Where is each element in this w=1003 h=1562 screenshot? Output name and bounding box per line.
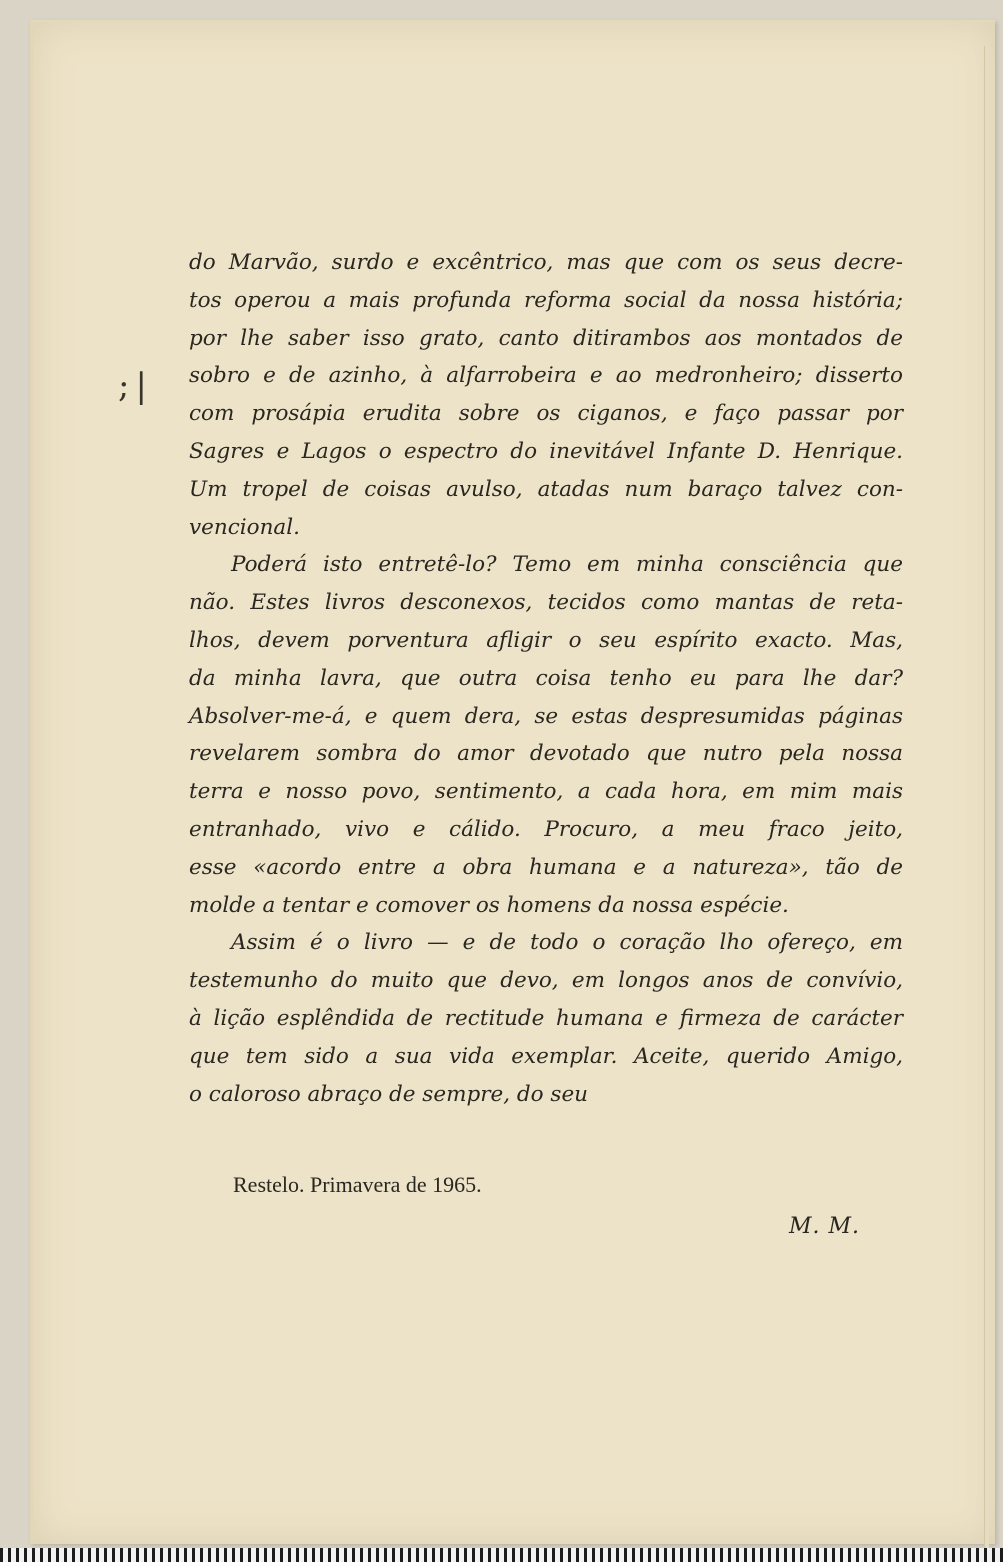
text-line: o caloroso abraço de sempre, do seu — [189, 1081, 589, 1107]
text-line: terra e nosso povo, sentimento, a cada hora, em mim mais — [189, 779, 903, 805]
text-line: molde a tentar e comover os homens da nossa espécie. — [189, 892, 789, 918]
text-line: do Marvão, surdo e excêntrico, mas que com os seus decre- — [189, 250, 903, 275]
place-date: Restelo. Primavera de 1965. — [233, 1172, 482, 1197]
text-line: por lhe saber isso grato, canto ditirambos aos montados de — [189, 325, 903, 351]
page-edge — [984, 46, 989, 1556]
text-line: à lição esplêndida de rectitude humana e firmeza de carácter — [189, 1005, 903, 1031]
text-line: não. Estes livros desconexos, tecidos como mantas de reta- — [189, 590, 903, 616]
signature-initials: M. M. — [789, 1214, 861, 1239]
text-line: com prosápia erudita sobre os ciganos, e faço passar por — [189, 401, 903, 427]
text-line: Um tropel de coisas avulso, atadas num baraço talvez con- — [189, 476, 903, 502]
text-line: testemunho do muito que devo, em longos anos de convívio, — [189, 968, 903, 994]
text-line: Poderá isto entretê-lo? Temo em minha consciência que — [231, 552, 903, 578]
text-line: da minha lavra, que outra coisa tenho eu para lhe dar? — [189, 665, 903, 691]
scan-ruler — [0, 1548, 1003, 1562]
text-line: Absolver-me-á, e quem dera, se estas despresumidas páginas — [189, 703, 903, 729]
text-line: Assim é o livro — e de todo o coração lho ofereço, em — [231, 930, 903, 956]
text-line: vencional. — [189, 514, 300, 540]
text-line: entranhado, vivo e cálido. Procuro, a meu fraco jeito, — [189, 816, 903, 842]
text-line: lhos, devem porventura afligir o seu espírito exacto. Mas, — [189, 627, 903, 653]
text-line: esse «acordo entre a obra humana e a natureza», tão de — [189, 854, 903, 880]
body-text — [189, 244, 903, 1113]
margin-annotation: ;| — [118, 366, 153, 406]
text-line: sobro e de azinho, à alfarrobeira e ao medronheiro; disserto — [189, 363, 903, 389]
text-line: revelarem sombra do amor devotado que nutro pela nossa — [189, 741, 903, 767]
text-line: Sagres e Lagos o espectro do inevitável Infante D. Henrique. — [189, 438, 903, 464]
text-line: tos operou a mais profunda reforma social da nossa história; — [189, 287, 903, 313]
text-line: que tem sido a sua vida exemplar. Aceite, querido Amigo, — [189, 1043, 903, 1069]
